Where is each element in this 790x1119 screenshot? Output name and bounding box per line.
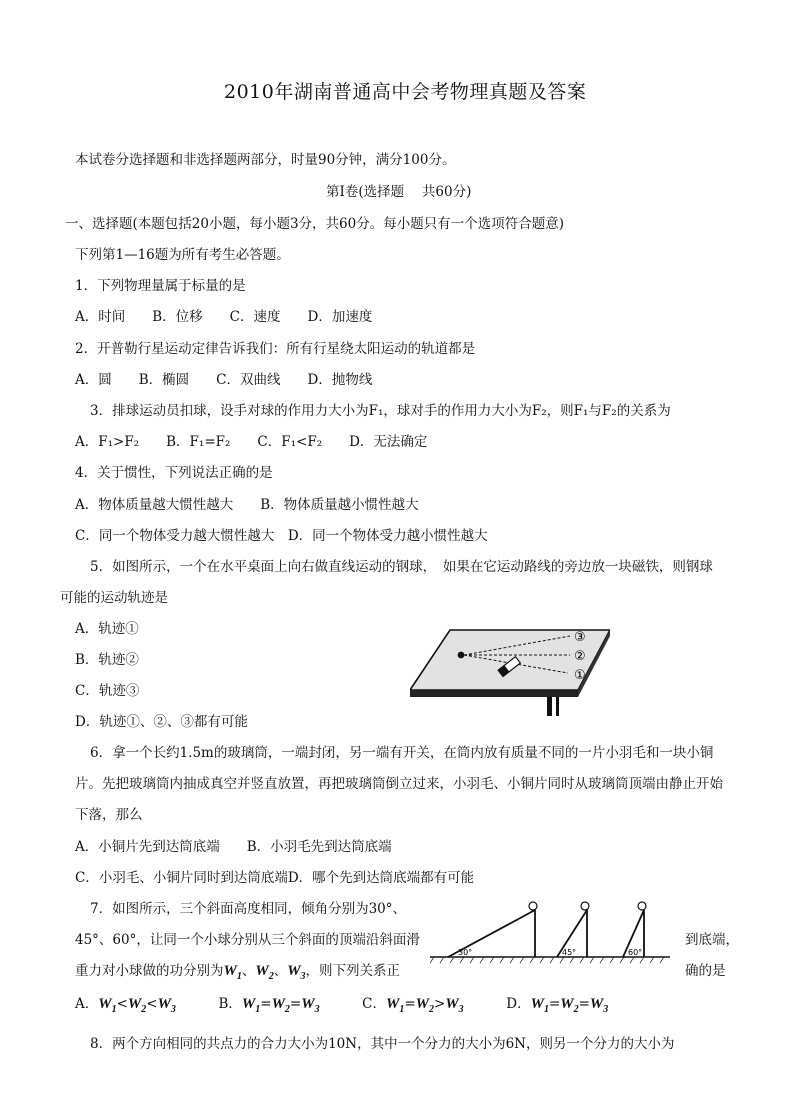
page-title: 2010年湖南普通高中会考物理真题及答案 (224, 81, 587, 103)
q5-option-a: A．轨迹① (75, 621, 139, 637)
q7-angle-30: 30° (458, 948, 473, 957)
q5-track-label-1: ① (574, 668, 586, 683)
q5-track-label-3: ③ (574, 630, 586, 645)
q7-stem-line3-tail: ，则下列关系正 (305, 963, 401, 979)
q7-stem-line3: 重力对小球做的功分别为$W_1$、$W_2$、$W_3$，则下列关系正 (75, 963, 401, 982)
q4-options-ab: A．物体质量越大惯性越大 B．物体质量越小惯性越大 (75, 497, 419, 513)
q5-option-c: C．轨迹③ (75, 683, 140, 699)
q5-table-figure (410, 624, 610, 716)
q5-option-b: B．轨迹② (75, 652, 139, 668)
q7-slopes-figure (430, 897, 670, 969)
q7-stem-line1: 7．如图所示，三个斜面高度相同，倾角分别为30°、 (90, 901, 407, 917)
q1-stem: 1．下列物理量属于标量的是 (75, 278, 246, 294)
part-heading: 第Ⅰ卷(选择题 共60分) (326, 184, 472, 200)
q6-stem-line3: 下落，那么 (75, 807, 143, 823)
q6-options-ab: A．小铜片先到达筒底端 B．小羽毛先到达筒底端 (75, 839, 392, 855)
required-note: 下列第1—16题为所有考生必答题。 (75, 247, 290, 263)
q7-angle-60: 60° (628, 948, 643, 957)
q3-stem: 3．排球运动员扣球，设手对球的作用力大小为F₁，球对手的作用力大小为F₂，则F₁与F₂的关系为 (90, 403, 671, 419)
q6-stem-line1: 6．拿一个长约1.5m的玻璃筒，一端封闭，另一端有开关，在筒内放有质量不同的一片小羽毛和一块小铜 (90, 745, 714, 761)
q6-options-cd: C．小羽毛、小铜片同时到达筒底端D．哪个先到达筒底端都有可能 (75, 870, 475, 886)
q5-stem-line1: 5．如图所示，一个在水平桌面上向右做直线运动的钢球， 如果在它运动路线的旁边放一块磁铁，则钢球 (90, 559, 713, 575)
q5-stem-line2: 可能的运动轨迹是 (60, 590, 168, 606)
q2-stem: 2．开普勒行星运动定律告诉我们：所有行星绕太阳运动的轨道都是 (75, 341, 476, 357)
q6-stem-line2: 片。先把玻璃筒内抽成真空并竖直放置，再把玻璃筒倒立过来，小羽毛、小铜片同时从玻璃筒顶端由静止开始 (75, 776, 723, 792)
q8-stem: 8．两个方向相同的共点力的合力大小为10N，其中一个分力的大小为6N，则另一个分力的大小为 (90, 1036, 675, 1052)
q7-stem-line2-end: 到底端， (685, 932, 739, 948)
q7-stem-line3-text: 重力对小球做的功分别为 (75, 963, 224, 979)
q7-options: A．$W_1<W_2<W_3$ B．$W_1=W_2=W_3$ C．$W_1=W_2>W_3$ D．$W_1=W_2=W_3$ (75, 996, 609, 1015)
q7-angle-45: 45° (562, 948, 577, 957)
q7-stem-line2: 45°、60°，让同一个小球分别从三个斜面的顶端沿斜面滑 (75, 932, 420, 948)
q5-track-label-2: ② (574, 649, 586, 664)
intro-text: 本试卷分选择题和非选择题两部分，时量90分钟，满分100分。 (75, 152, 456, 168)
q1-options: A．时间 B．位移 C．速度 D．加速度 (75, 309, 373, 325)
q4-stem: 4．关于惯性，下列说法正确的是 (75, 465, 273, 481)
q5-option-d: D．轨迹①、②、③都有可能 (75, 714, 248, 730)
section-heading: 一、选择题(本题包括20小题，每小题3分，共60分。每小题只有一个选项符合题意) (65, 216, 564, 232)
q7-stem-line3-end: 确的是 (685, 963, 726, 979)
q4-options-cd: C．同一个物体受力越大惯性越大 D．同一个物体受力越小惯性越大 (75, 528, 488, 544)
q2-options: A．圆 B．椭圆 C．双曲线 D．抛物线 (75, 372, 373, 388)
q3-options: A．F₁>F₂ B．F₁=F₂ C．F₁<F₂ D．无法确定 (75, 434, 428, 450)
